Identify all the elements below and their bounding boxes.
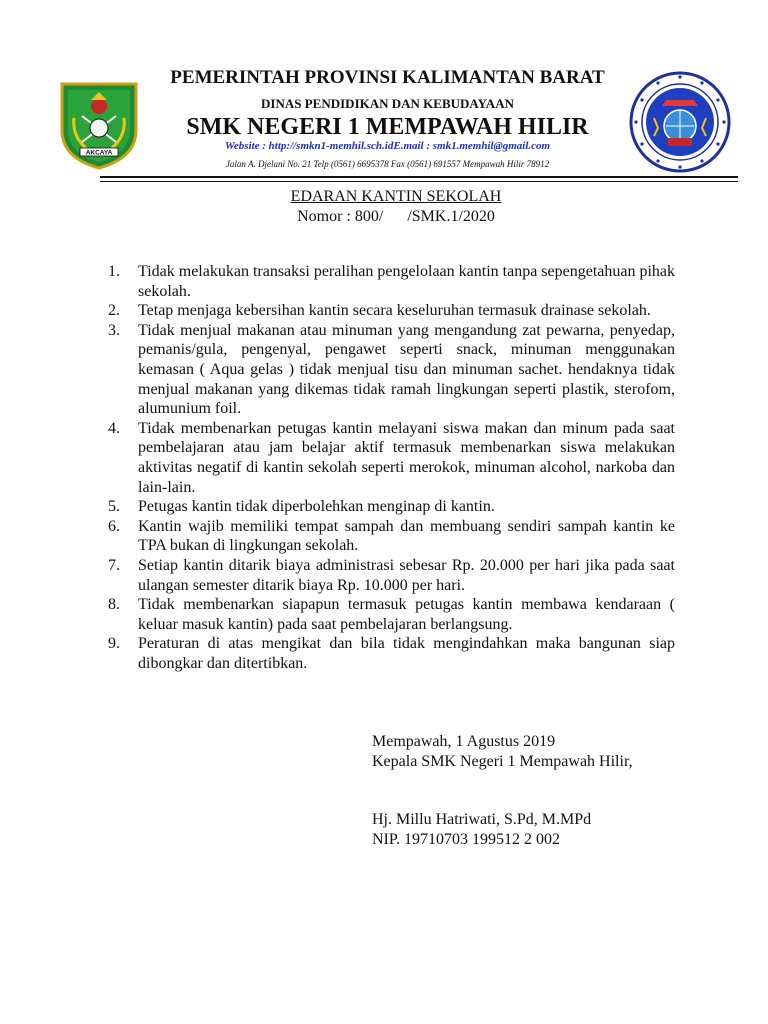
list-item — [108, 262, 675, 301]
list-item-text: Peraturan di atas mengikat dan bila tidak mengindahkan maka bangunan siap dibongkar dan ditertibkan. — [138, 635, 675, 672]
list-item-text: Tidak melakukan transaksi peralihan pengelolaan kantin tanpa sepengetahuan pihak sekolah. — [138, 263, 676, 300]
signature-space — [372, 771, 633, 810]
signature-nip: NIP. 19710703 199512 2 002 — [372, 830, 561, 848]
letterhead-rule-thick — [100, 176, 738, 178]
list-item-number: 3. — [108, 321, 120, 339]
list-item-number: 9. — [108, 635, 120, 653]
contact-line: Website : http://smkn1-memhil.sch.idE.mail : smk1.memhil@gmail.com — [224, 140, 551, 152]
list-item-number: 1. — [108, 263, 120, 280]
signature-name: Hj. Millu Hatriwati, S.Pd, M.MPd — [372, 811, 592, 829]
list-item-number: 2. — [108, 302, 120, 320]
list-item — [108, 634, 675, 673]
signature-place-date: Mempawah, 1 Agustus 2019 — [372, 733, 556, 750]
list-item — [108, 595, 675, 634]
school-heading: SMK NEGERI 1 MEMPAWAH HILIR — [186, 114, 589, 140]
kalbar-provincial-emblem-icon — [58, 78, 140, 170]
list-item — [108, 301, 675, 321]
list-item-number: 6. — [108, 517, 120, 535]
school-emblem-icon — [628, 70, 732, 174]
list-item-number: 8. — [108, 596, 120, 614]
document-title — [100, 187, 692, 207]
letterhead-rule-thin — [100, 181, 738, 182]
list-item — [108, 517, 675, 556]
list-item-text: Kantin wajib memiliki tempat sampah dan membuang sendiri sampah kantin ke TPA bukan di lingkungan sekolah. — [138, 517, 675, 555]
regulation-list — [108, 262, 675, 673]
signature-block — [372, 732, 633, 849]
logo-banner-text: AKCAYA — [85, 149, 113, 157]
list-item-text: Tidak membenarkan siapapun termasuk petugas kantin membawa kendaraan ( keluar masuk kantin) pada saat pembelajaran berlangsung. — [138, 596, 675, 633]
document-number: Nomor : 800/ /SMK.1/2020 — [297, 208, 495, 225]
department-heading: DINAS PENDIDIKAN DAN KEBUDAYAAN — [261, 96, 514, 111]
signature-position: Kepala SMK Negeri 1 Mempawah Hilir, — [372, 752, 633, 770]
list-item — [108, 419, 675, 497]
list-item-number: 4. — [108, 419, 120, 437]
document-title-text: EDARAN KANTIN SEKOLAH — [290, 188, 502, 205]
list-item-number: 5. — [108, 498, 120, 516]
list-item-text: Setiap kantin ditarik biaya administrasi sebesar Rp. 20.000 per hari jika pada saat ulangan semester ditarik biaya Rp. 10.000 per hari. — [138, 556, 675, 594]
list-item — [108, 321, 675, 419]
list-item-text: Petugas kantin tidak diperbolehkan menginap di kantin. — [138, 498, 495, 516]
list-item-text: Tidak menjual makanan atau minuman yang mengandung zat pewarna, penyedap, pemanis/gula, pengenyal, pengawet seperti snack, minuman menggunakan kemasan ( Aqua gelas ) tidak menjual tisu dan minuman sachet. hendaknya tidak menjual makanan yang dikemas tidak ramah lingkungan seperti plastik, sterofom, alumunium foil. — [138, 321, 675, 418]
list-item-text: Tidak membenarkan petugas kantin melayani siswa makan dan minum pada saat pembelajaran atau jam belajar aktif termasuk membenarkan siswa melakukan aktivitas negatif di kantin sekolah seperti merokok, minuman alcohol, narkoba dan lain-lain. — [138, 419, 675, 496]
address-line: Jalan A. Djelani No. 21 Telp (0561) 6695378 Fax (0561) 691557 Mempawah Hilir 78912 — [225, 159, 550, 169]
government-heading: PEMERINTAH PROVINSI KALIMANTAN BARAT — [170, 67, 605, 88]
list-item-text: Tetap menjaga kebersihan kantin secara keseluruhan termasuk drainase sekolah. — [138, 302, 651, 320]
list-item-number: 7. — [108, 556, 120, 574]
list-item — [108, 556, 675, 595]
list-item — [108, 497, 675, 517]
